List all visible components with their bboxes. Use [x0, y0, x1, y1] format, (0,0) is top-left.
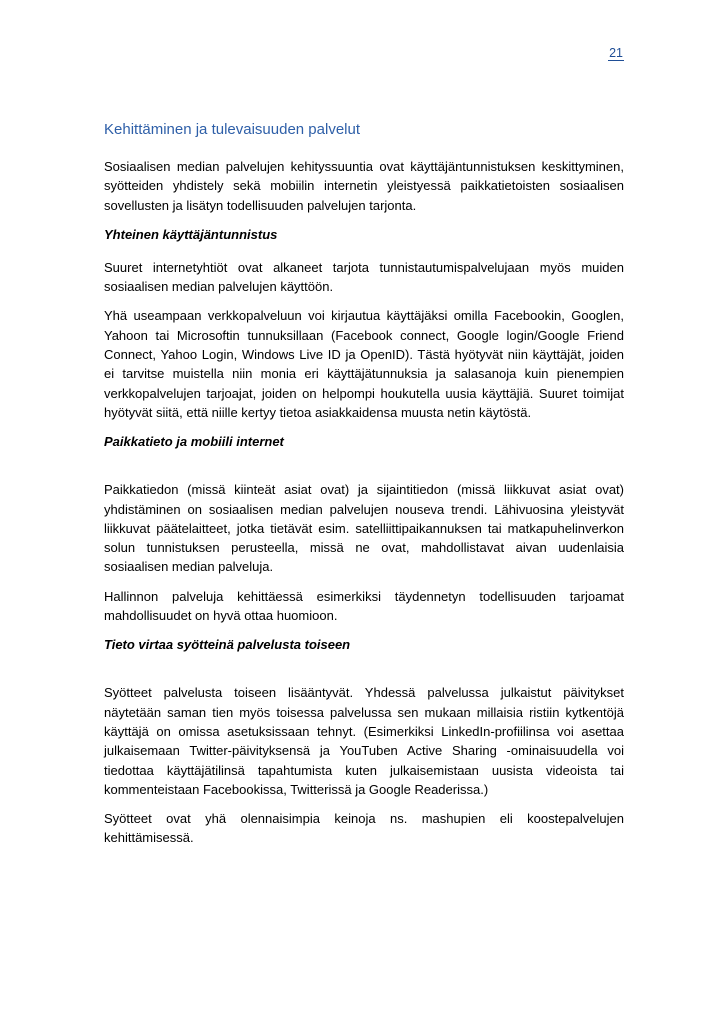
paragraph: Paikkatiedon (missä kiinteät asiat ovat) ja sijaintitiedon (missä liikkuvat asiat ovat) yhdistäminen on sosiaalisen median palvelujen nouseva trendi. Lähivuosina yleistyvät liikkuvat päätelaitteet, jotka tietävät esim. satelliittipaikannuksen tai matkapuhelinverkon solun tunnistuksen perusteella, missä ne ovat, mahdollistavat aivan uudenlaisia sosiaalisen median palveluja.	[104, 482, 624, 575]
subheading-location: Paikkatieto ja mobiili internet	[104, 434, 284, 450]
page-number-text: 21	[609, 46, 623, 60]
subheading-feeds: Tieto virtaa syötteinä palvelusta toiseen	[104, 637, 351, 653]
paragraph: Syötteet palvelusta toiseen lisääntyvät. Yhdessä palvelussa julkaistut päivitykset näytetään saman tien myös toisessa palvelussa sen mukaan millaisia ristiin kytkentöjä käyttäjä on omissa asetuksissaan tehnyt. (Esimerkiksi LinkedIn-profiilinsa voi asettaa julkaisemaan Twitter-päivityksensä ja YouTuben Active Sharing -ominaisuudella voi tiedottaa käyttäjätilinsä tapahtumista kuten julkaisemistaan uusista videoista tai kommenteistaan Facebookissa, Twitterissä ja Google Readerissa.)	[104, 685, 624, 797]
section-heading: Kehittäminen ja tulevaisuuden palvelut	[104, 121, 361, 138]
subheading-identity: Yhteinen käyttäjäntunnistus	[104, 226, 278, 242]
paragraph: Hallinnon palveluja kehittäessä esimerkiksi täydennetyn todellisuuden tarjoamat mahdollisuudet on hyvä ottaa huomioon.	[104, 588, 624, 624]
paragraph: Syötteet ovat yhä olennaisimpia keinoja ns. mashupien eli koostepalvelujen kehittämisessä.	[104, 811, 624, 846]
document-body	[104, 120, 624, 858]
intro-paragraph: Sosiaalisen median palvelujen kehityssuuntia ovat käyttäjäntunnistuksen keskittyminen, syötteiden yhdistely sekä mobiilin internetin yleistyessä paikkatietoisten sosiaalisen sovellusten ja lisätyn todellisuuden palvelujen tarjonta.	[104, 159, 624, 213]
paragraph: Suuret internetyhtiöt ovat alkaneet tarjota tunnistautumispalvelujaan myös muiden sosiaalisen median palvelujen käyttöön.	[104, 259, 624, 295]
page-number	[560, 46, 624, 60]
paragraph: Yhä useampaan verkkopalveluun voi kirjautua käyttäjäksi omilla Facebookin, Googlen, Yahoon tai Microsoftin tunnuksillaan (Facebook connect, Google login/Google Friend Connect, Yahoo Login, Windows Live ID ja OpenID). Tästä hyötyvät niin käyttäjät, joiden ei tarvitse muistella niin monia eri käyttäjätunnuksia ja salasanoja kuin pienempien verkkopalvelujen tarjoajat, joiden on helpompi houkutella uusia käyttäjiä. Suuret toimijat hyötyvät siitä, että niille kertyy tietoa asiakkaidensa muusta netin käytöstä.	[104, 308, 624, 420]
